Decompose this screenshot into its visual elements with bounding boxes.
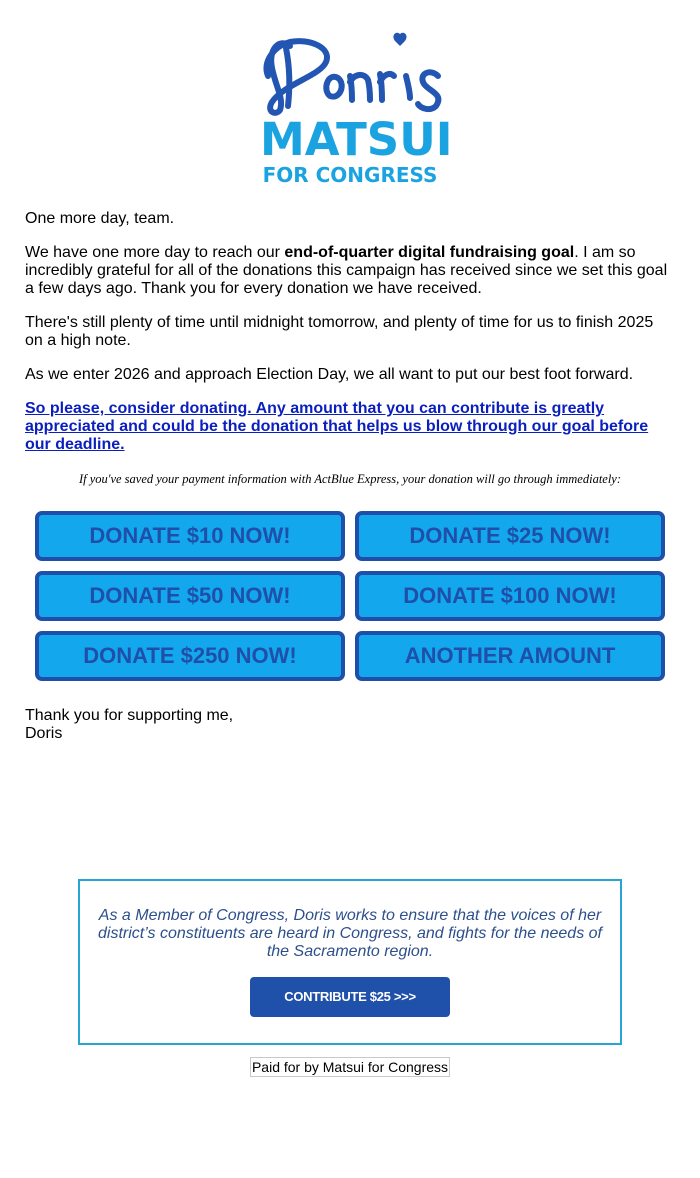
paragraph-election: As we enter 2026 and approach Election Day, we all want to put our best foot forward. (25, 366, 634, 383)
logo-name: MATSUI (260, 113, 453, 166)
bio-box (78, 879, 622, 1045)
greeting: One more day, team. (25, 210, 175, 227)
goal-emphasis: end-of-quarter digital fundraising goal (284, 244, 575, 261)
paragraph-time: There's still plenty of time until midnight tomorrow, and plenty of time for us to finish 2025 on a high note. (25, 314, 654, 349)
campaign-logo (250, 28, 453, 190)
donate-cta-link[interactable]: So please, consider donating. Any amount that you can contribute is greatly appreciated and could be the donation that helps us blow through our goal before our deadline. (25, 400, 649, 453)
signoff-line: Thank you for supporting me, (25, 707, 234, 724)
donate-25-button[interactable]: DONATE $25 NOW! (355, 511, 665, 561)
donate-50-button[interactable]: DONATE $50 NOW! (35, 571, 345, 621)
donate-100-button[interactable]: DONATE $100 NOW! (355, 571, 665, 621)
donate-other-amount-button[interactable]: ANOTHER AMOUNT (355, 631, 665, 681)
logo-tagline: FOR CONGRESS (262, 163, 438, 187)
signature-logo-icon (250, 28, 450, 120)
paid-for-disclaimer: Paid for by Matsui for Congress (251, 1059, 449, 1075)
bio-text: As a Member of Congress, Doris works to ensure that the voices of her district’s constituents are heard in Congress, and fights for the needs of the Sacramento region. (98, 907, 602, 960)
signoff-name: Doris (25, 725, 63, 742)
paragraph-goal (25, 244, 675, 298)
paragraph-goal-start: We have one more day to reach our (25, 244, 285, 261)
actblue-express-note: If you've saved your payment information with ActBlue Express, your donation will go through immediately: (78, 472, 622, 486)
paragraph-goal-end: . I am so incredibly grateful for all of the donations this campaign has received since we set this goal a few days ago. Thank you for every donation we have received. (25, 244, 668, 297)
signoff (25, 707, 233, 743)
contribute-25-button[interactable]: CONTRIBUTE $25 >>> (250, 977, 450, 1017)
donate-10-button[interactable]: DONATE $10 NOW! (35, 511, 345, 561)
donate-250-button[interactable]: DONATE $250 NOW! (35, 631, 345, 681)
email-body (25, 210, 675, 470)
